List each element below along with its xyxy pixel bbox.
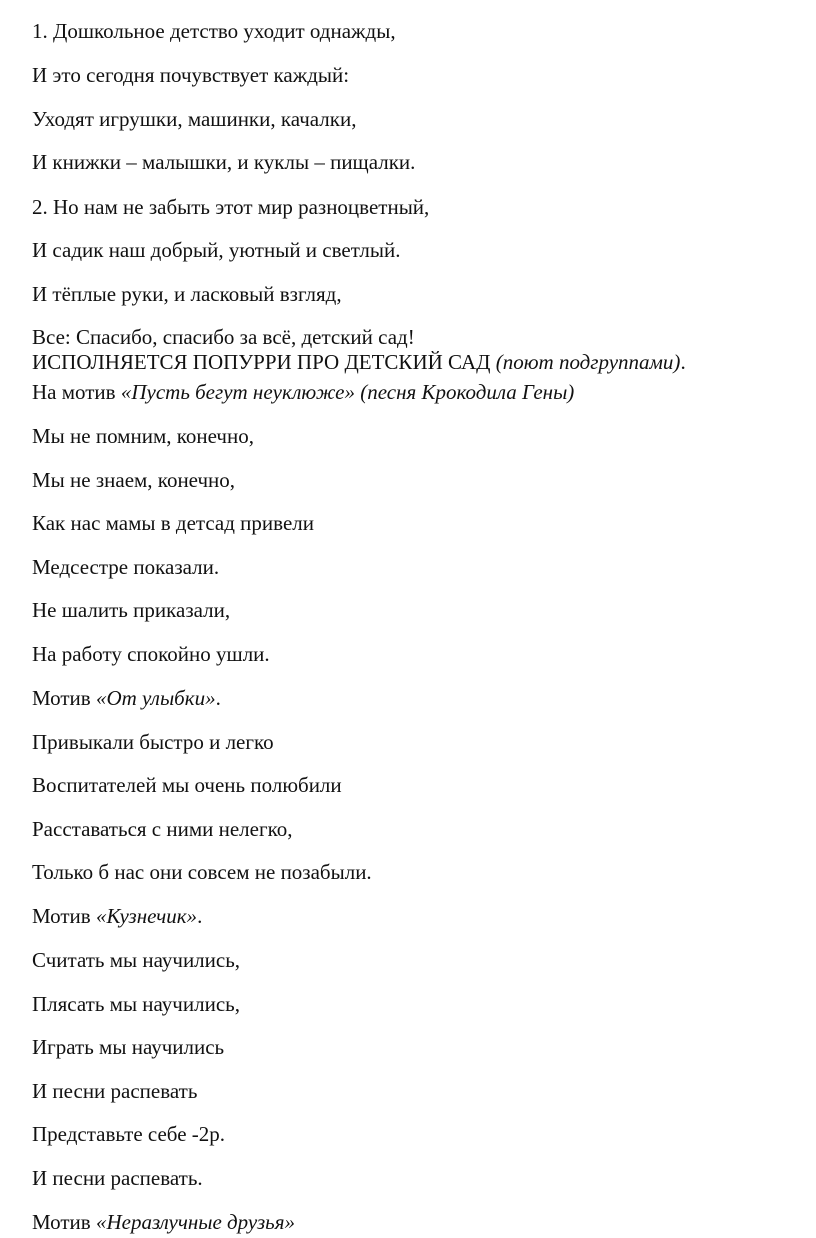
melody-title: «Пусть бегут неуклюже» (песня Крокодила Гены): [120, 380, 575, 404]
text-line: [32, 991, 240, 1017]
text-line: [32, 62, 349, 88]
melody-title: «От улыбки»: [95, 686, 216, 710]
section-heading: [32, 349, 686, 375]
line-text: Мы не знаем, конечно,: [32, 468, 236, 492]
melody-line: [32, 903, 202, 929]
line-text: И это сегодня почувствует каждый:: [32, 63, 350, 87]
line-text: И песни распевать: [32, 1079, 198, 1103]
text-line: [32, 18, 396, 44]
line-text: Только б нас они совсем не позабыли.: [32, 860, 372, 884]
text-line: [32, 1165, 203, 1191]
melody-title: «Кузнечик»: [95, 904, 198, 928]
line-text: И тёплые руки, и ласковый взгляд,: [32, 282, 342, 306]
line-text: И книжки – малышки, и куклы – пищалки.: [32, 150, 416, 174]
text-line: [32, 423, 254, 449]
heading-punct: .: [680, 350, 686, 374]
heading-text: ИСПОЛНЯЕТСЯ ПОПУРРИ ПРО ДЕТСКИЙ САД: [32, 350, 496, 374]
heading-note: (поют подгруппами): [495, 350, 681, 374]
line-text: Медсестре показали.: [32, 555, 220, 579]
melody-punct: .: [215, 686, 221, 710]
melody-line: [32, 379, 574, 405]
text-line: [32, 641, 270, 667]
line-text: Плясать мы научились,: [32, 992, 240, 1016]
text-line: [32, 281, 342, 307]
line-text: И песни распевать.: [32, 1166, 203, 1190]
melody-prefix: На мотив: [32, 380, 121, 404]
text-line: [32, 772, 342, 798]
text-line: [32, 510, 314, 536]
line-text: Уходят игрушки, машинки, качалки,: [32, 107, 357, 131]
text-line: [32, 947, 240, 973]
melody-line: [32, 1209, 295, 1235]
line-text: Играть мы научились: [32, 1035, 225, 1059]
melody-prefix: Мотив: [32, 904, 96, 928]
line-text: Не шалить приказали,: [32, 598, 231, 622]
text-line: [32, 554, 219, 580]
line-text: И садик наш добрый, уютный и светлый.: [32, 238, 401, 262]
text-line: [32, 467, 235, 493]
line-text: Представьте себе -2р.: [32, 1122, 226, 1146]
text-line: [32, 194, 429, 220]
melody-punct: .: [197, 904, 203, 928]
line-text: Расставаться с ними нелегко,: [32, 817, 293, 841]
text-line: [32, 237, 400, 263]
melody-prefix: Мотив: [32, 686, 96, 710]
line-text: Мы не помним, конечно,: [32, 424, 254, 448]
text-line: [32, 729, 274, 755]
melody-title: «Неразлучные друзья»: [95, 1210, 295, 1234]
line-text: Все: Спасибо, спасибо за всё, детский сад!: [32, 325, 415, 349]
text-line: [32, 106, 356, 132]
line-text: 2. Но нам не забыть этот мир разноцветный,: [32, 195, 430, 219]
line-text: На работу спокойно ушли.: [32, 642, 270, 666]
melody-prefix: Мотив: [32, 1210, 96, 1234]
melody-line: [32, 685, 221, 711]
text-line: [32, 859, 372, 885]
text-line: [32, 149, 415, 175]
text-line: [32, 324, 415, 350]
text-line: [32, 597, 230, 623]
line-text: 1. Дошкольное детство уходит однажды,: [32, 19, 396, 43]
text-line: [32, 816, 292, 842]
text-line: [32, 1121, 225, 1147]
line-text: Как нас мамы в детсад привели: [32, 511, 314, 535]
text-line: [32, 1078, 197, 1104]
line-text: Считать мы научились,: [32, 948, 241, 972]
line-text: Воспитателей мы очень полюбили: [32, 773, 342, 797]
text-line: [32, 1034, 224, 1060]
line-text: Привыкали быстро и легко: [32, 730, 274, 754]
